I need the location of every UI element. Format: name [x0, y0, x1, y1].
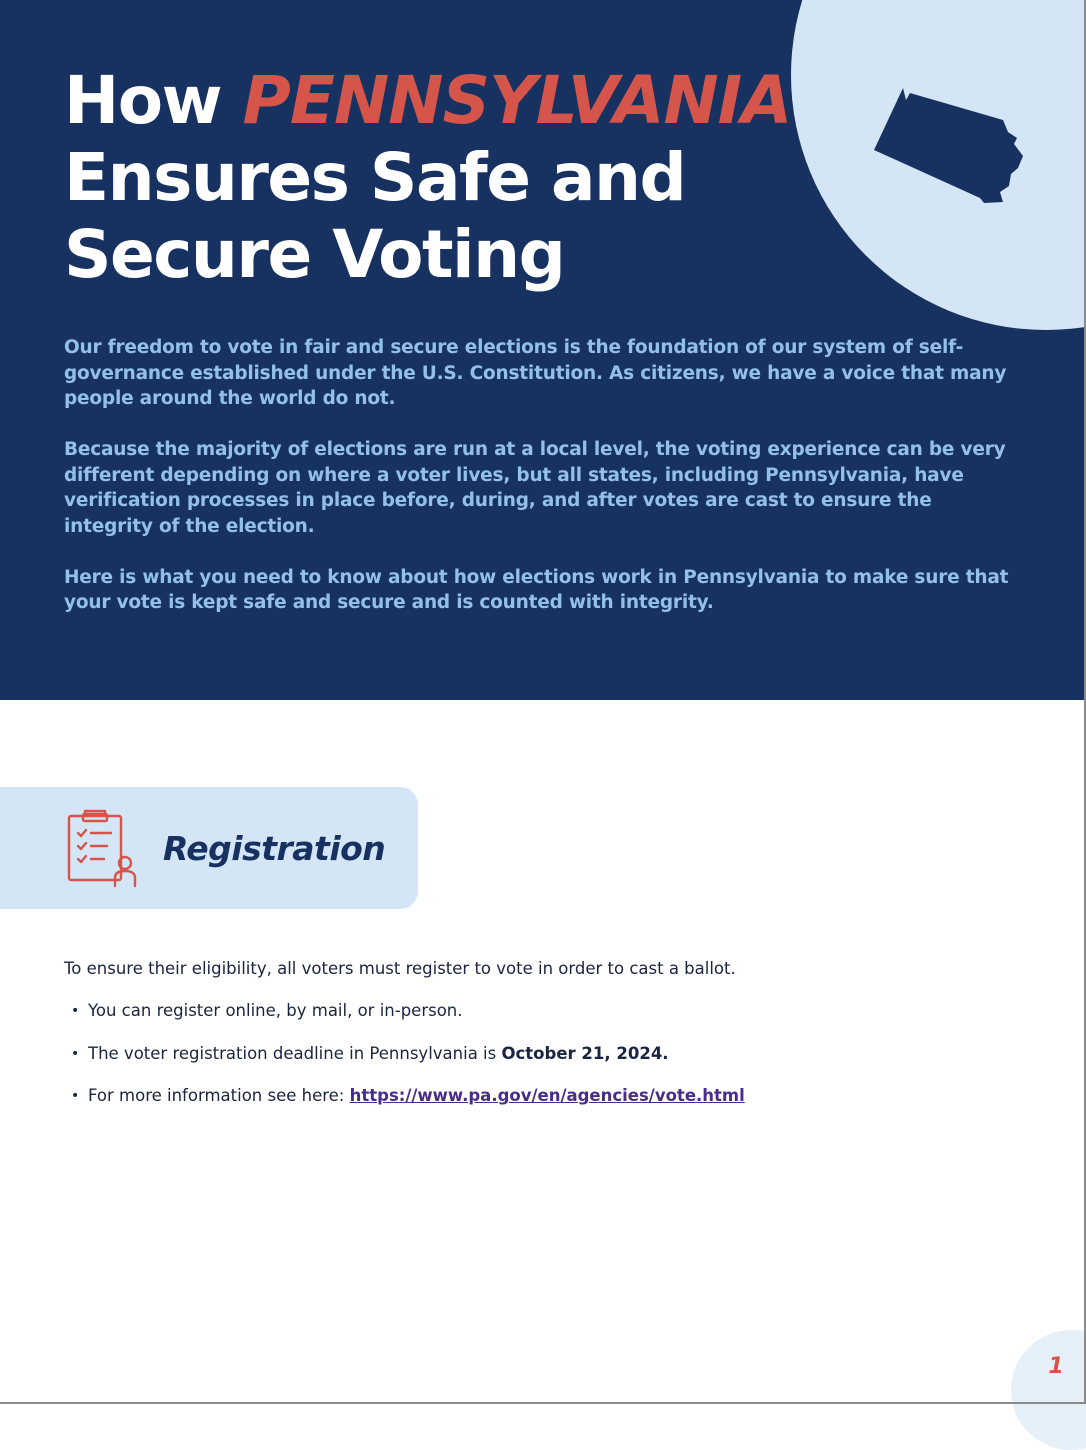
vote-info-link[interactable]: https://www.pa.gov/en/agencies/vote.html: [349, 1086, 745, 1105]
info-label: For more information see here:: [88, 1086, 350, 1105]
list-item: • You can register online, by mail, or in-person.: [64, 998, 1024, 1024]
list-item: [64, 1041, 1024, 1067]
list-item: [64, 1083, 1024, 1109]
registration-body: [64, 956, 1024, 1126]
registration-list: [64, 998, 1024, 1109]
page-title: [64, 62, 824, 293]
registration-section-header: [0, 787, 418, 909]
title-state-name: PENNSYLVANIA: [242, 62, 792, 139]
title-line-3: Secure Voting: [64, 216, 565, 293]
intro-text: [64, 335, 1024, 641]
hero-banner: [0, 0, 1086, 700]
title-line-1: [64, 62, 824, 139]
clipboard-checklist-person-icon: [66, 808, 140, 890]
title-line-2: Ensures Safe and: [64, 139, 686, 216]
title-prefix: How: [64, 62, 222, 139]
intro-paragraph: Here is what you need to know about how elections work in Pennsylvania to make sure that your vote is kept safe and secure and is counted with integrity.: [64, 566, 1009, 613]
registration-lead: To ensure their eligibility, all voters must register to vote in order to cast a ballot.: [64, 959, 736, 978]
deadline-date: October 21, 2024.: [501, 1043, 669, 1063]
page-number: 1: [1048, 1354, 1064, 1379]
intro-paragraph: Our freedom to vote in fair and secure elections is the foundation of our system of self-governance established under the U.S. Constitution. As citizens, we have a voice that many people around the world do not.: [64, 337, 1007, 409]
intro-paragraph: Because the majority of elections are run at a local level, the voting experience can be very different depending on where a voter lives, but all states, including Pennsylvania, have verification processes in place before, during, and after votes are cast to ensure the integrity of the election.: [64, 439, 1006, 537]
section-title: Registration: [163, 829, 386, 868]
page-number-tab: [1011, 1330, 1086, 1450]
deadline-label: The voter registration deadline in Pennsylvania is: [88, 1043, 502, 1063]
pennsylvania-map-icon: [872, 84, 1028, 206]
